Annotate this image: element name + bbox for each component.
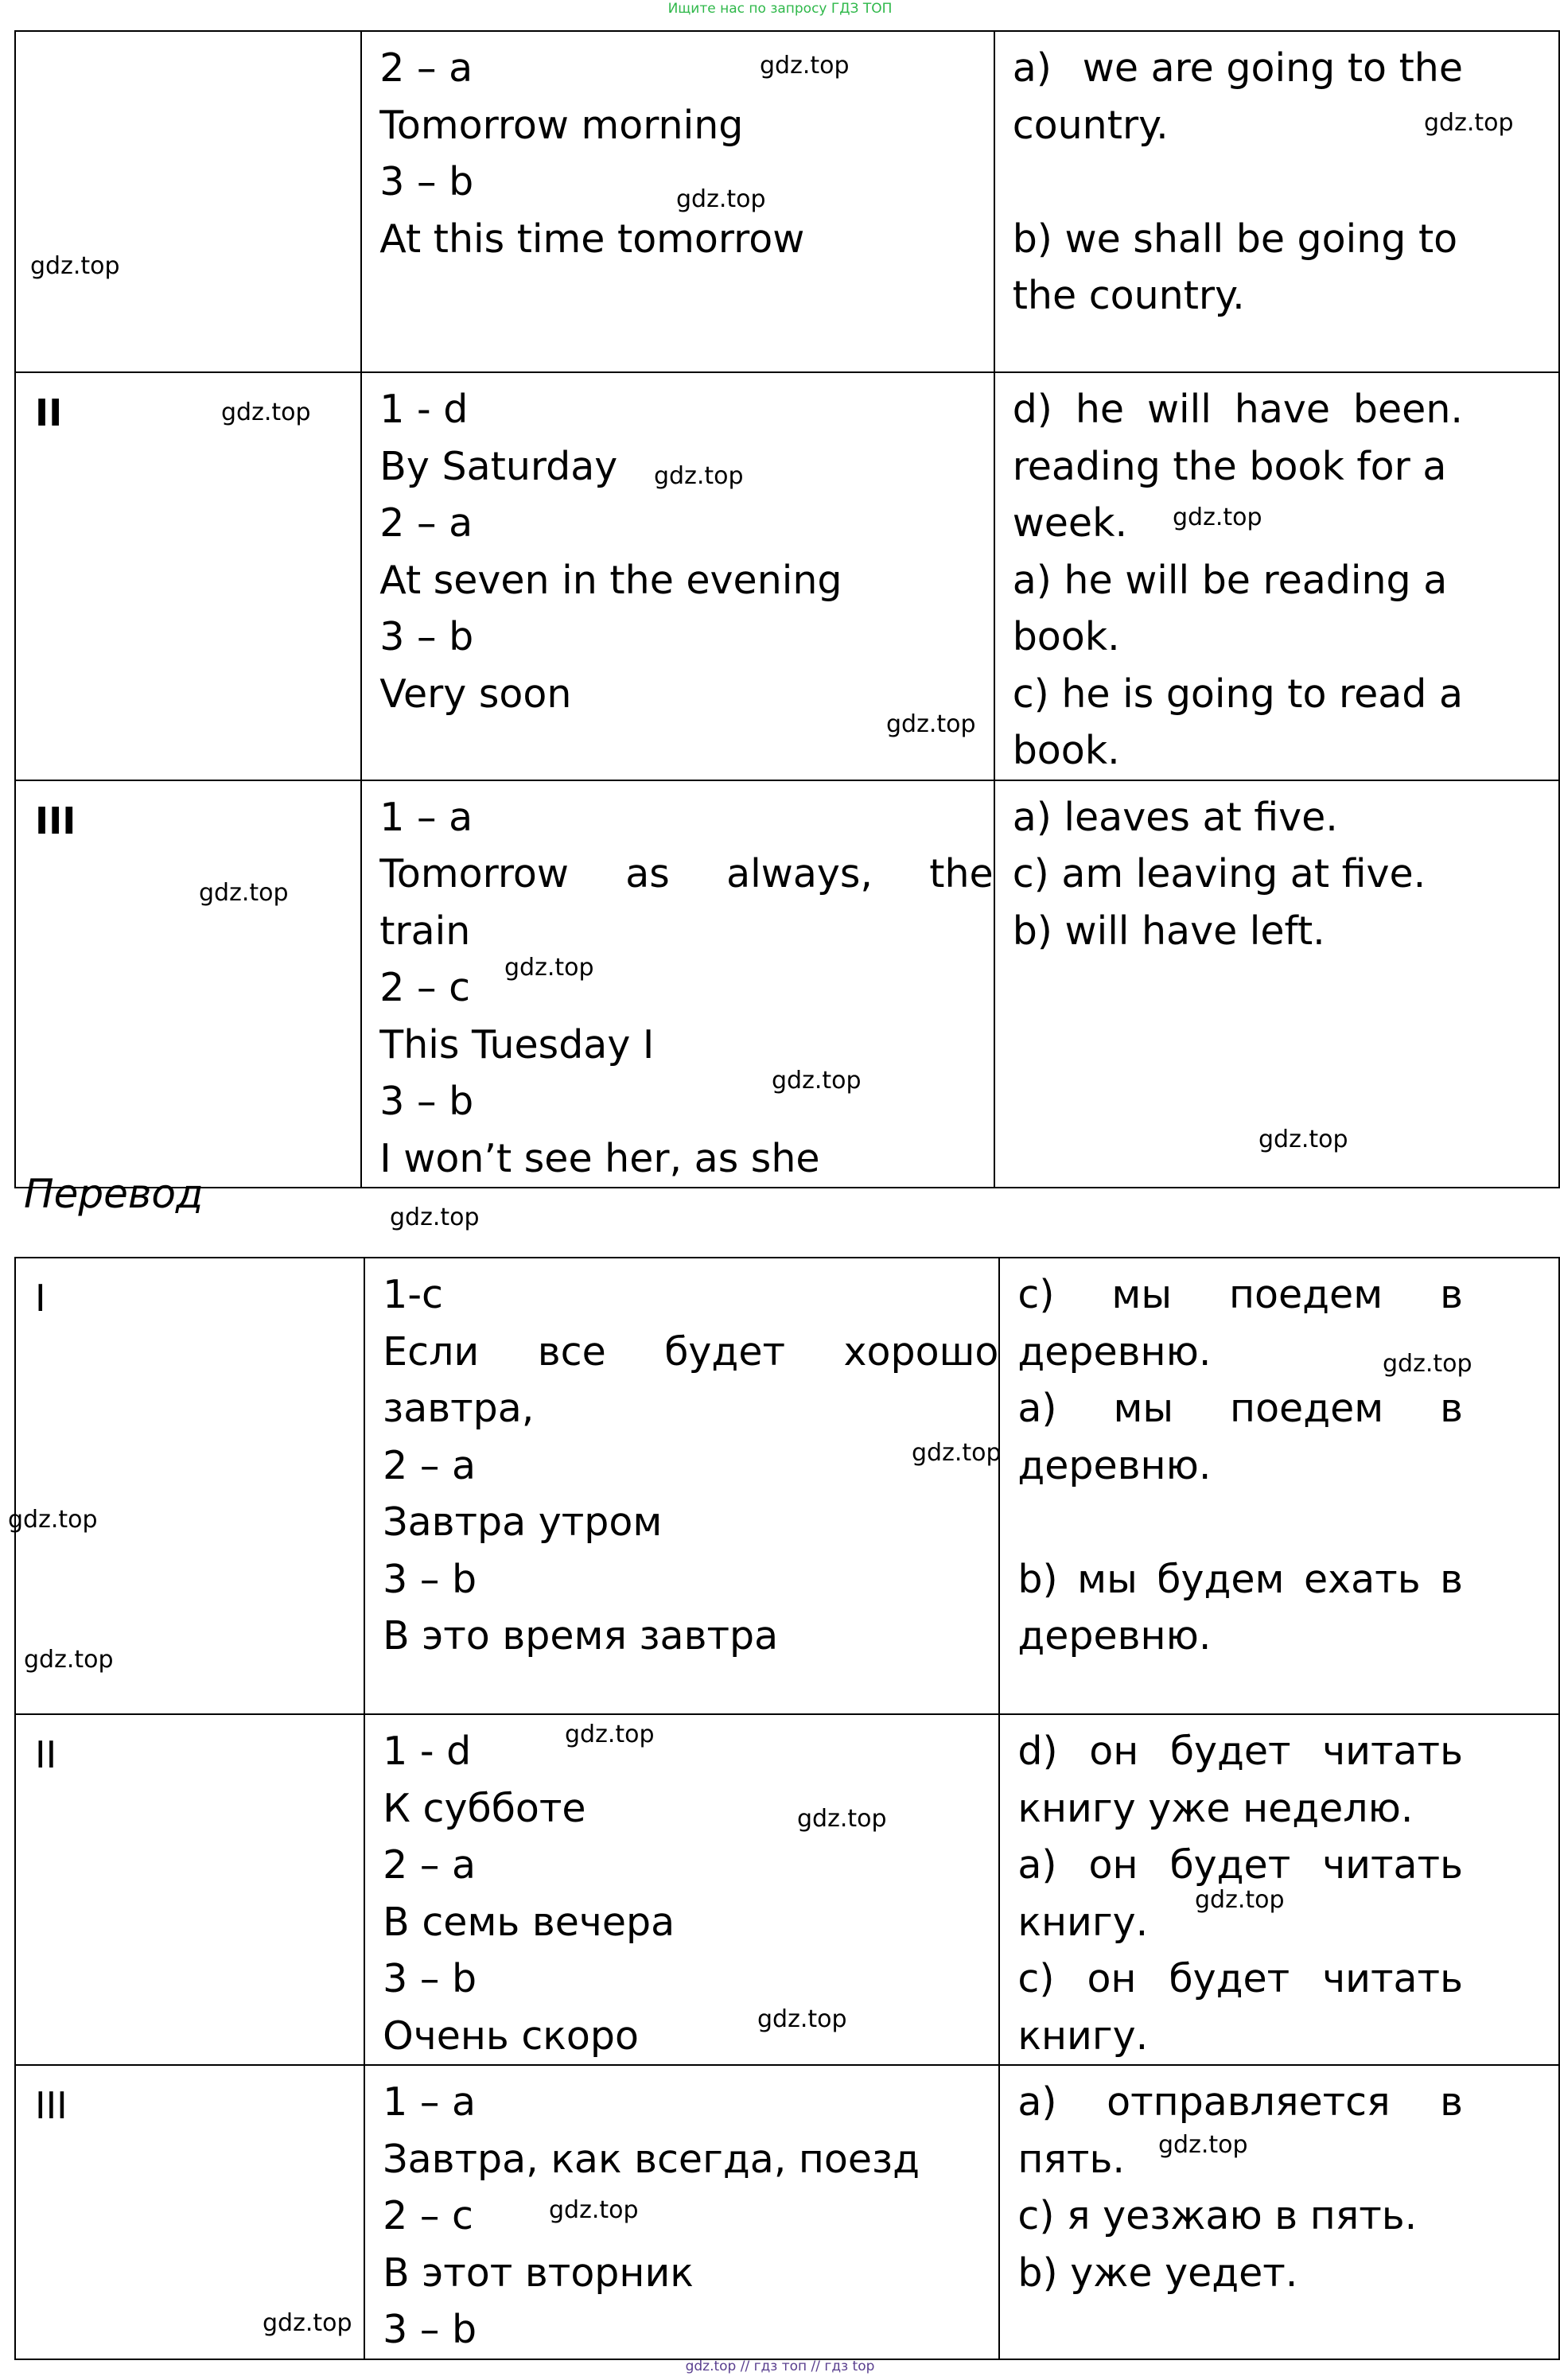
- numeral-cell: [15, 372, 361, 780]
- sentence-line: d) he will have been.: [1012, 387, 1463, 432]
- answer-line: 2 – a: [379, 500, 473, 546]
- watermark: gdz.top: [565, 1721, 655, 1748]
- answer-line: завтра,: [383, 1386, 535, 1431]
- sentence-line: a) мы поедем в: [1017, 1386, 1463, 1431]
- sentence-line: book.: [1012, 614, 1120, 659]
- sentence-line: деревню.: [1017, 1442, 1212, 1488]
- sentence-line: reading the book for a: [1012, 443, 1447, 489]
- sentence-cell: [994, 31, 1559, 372]
- answer-line: 2 – c: [379, 965, 471, 1010]
- row-numeral: [16, 32, 360, 48]
- watermark: gdz.top: [1383, 1350, 1472, 1378]
- sentence-line: b) мы будем ехать в: [1017, 1556, 1463, 1602]
- answer-line: I won’t see her, as she: [379, 1135, 820, 1181]
- watermark: gdz.top: [886, 710, 976, 738]
- sentence-line: b) will have left.: [1012, 908, 1325, 954]
- answer-line: 2 – a: [383, 1842, 477, 1888]
- answer-line: 3 – b: [379, 614, 474, 659]
- watermark: gdz.top: [912, 1439, 1002, 1467]
- answer-line: В семь вечера: [383, 1899, 675, 1945]
- answer-cell: [364, 1714, 999, 2065]
- sentence-line: a) leaves at five.: [1012, 794, 1338, 840]
- watermark: gdz.top: [760, 52, 850, 80]
- answer-line: Завтра утром: [383, 1499, 663, 1545]
- sentence-spacer: [1017, 1494, 1463, 1551]
- watermark: gdz.top: [30, 252, 120, 280]
- sentence-cell: [999, 2065, 1559, 2359]
- sentence-spacer: [1013, 154, 1463, 211]
- answer-line: В это время завтра: [383, 1613, 779, 1659]
- answer-line: By Saturday: [379, 443, 618, 489]
- sentence-line: книгу уже неделю.: [1017, 1785, 1414, 1831]
- row-numeral: II: [35, 391, 63, 434]
- table-row: [15, 31, 1559, 372]
- answer-cell: [361, 780, 994, 1188]
- answer-line: 2 – a: [383, 1442, 477, 1488]
- answer-line: Если все будет хорошо: [383, 1328, 999, 1375]
- sentence-line: a) он будет читать: [1017, 1842, 1463, 1888]
- watermark: gdz.top: [1195, 1886, 1285, 1914]
- sentence-line: c) он будет читать: [1017, 1956, 1463, 2001]
- sentence-cell: [999, 1258, 1559, 1714]
- watermark: gdz.top: [24, 1646, 114, 1674]
- sentence-line: книгу.: [1017, 2012, 1149, 2059]
- row-numeral: I: [35, 1277, 46, 1320]
- answer-line: 1 – a: [379, 794, 473, 840]
- answer-line: К субботе: [383, 1785, 586, 1831]
- table-row: [15, 1258, 1559, 1714]
- table-row: [15, 2065, 1559, 2359]
- sentence-line: c) he is going to read a: [1012, 671, 1463, 717]
- answer-line: 2 – a: [379, 45, 473, 91]
- answer-cell: [364, 2065, 999, 2359]
- row-numeral: II: [35, 1733, 57, 1776]
- sentence-cell: [994, 372, 1559, 780]
- answer-line: Very soon: [379, 671, 572, 717]
- answer-line: Завтра, как всегда, поезд: [383, 2136, 920, 2182]
- numeral-cell: [15, 31, 361, 372]
- sentence-line: a) he will be reading a: [1012, 557, 1448, 603]
- answer-line: Tomorrow as always, the: [379, 851, 994, 896]
- answer-line: 3 – b: [383, 1956, 477, 2001]
- answer-line: 1 - d: [379, 387, 469, 432]
- answer-cell: [364, 1258, 999, 1714]
- answer-line: At seven in the evening: [379, 557, 842, 603]
- sentence-line: a) we are going to the: [1012, 45, 1463, 91]
- sentence-line: the country.: [1012, 273, 1245, 318]
- sentence-line: деревню.: [1017, 1328, 1212, 1375]
- table-row: [15, 372, 1559, 780]
- answer-line: At this time tomorrow: [379, 216, 805, 262]
- sentence-line: book.: [1012, 728, 1120, 773]
- watermark: gdz.top: [1424, 109, 1514, 137]
- sentence-line: пять.: [1017, 2136, 1125, 2182]
- sentence-line: a) отправляется в: [1017, 2079, 1463, 2125]
- answer-line: 2 – c: [383, 2193, 473, 2238]
- sentence-line: country.: [1012, 102, 1169, 148]
- watermark: gdz.top: [772, 1067, 862, 1095]
- answer-line: Очень скоро: [383, 2012, 639, 2059]
- sentence-line: week.: [1012, 500, 1128, 546]
- watermark: gdz.top: [504, 954, 594, 982]
- watermark: gdz.top: [654, 462, 744, 490]
- answer-line: В этот вторник: [383, 2250, 694, 2296]
- answer-line: 3 – b: [383, 2307, 477, 2352]
- sentence-line: b) we shall be going to: [1012, 216, 1458, 262]
- watermark: gdz.top: [199, 879, 289, 907]
- answer-line: 1 - d: [383, 1729, 472, 1774]
- answer-line: 3 – b: [383, 1556, 477, 1602]
- watermark: gdz.top: [1259, 1126, 1348, 1153]
- bottom-banner: gdz.top // гдз топ // гдз top: [685, 2359, 875, 2374]
- row-numeral: III: [35, 2084, 68, 2127]
- answers-table-russian: [14, 1257, 1560, 2360]
- numeral-cell: [15, 1714, 364, 2065]
- watermark: gdz.top: [1158, 2131, 1248, 2159]
- numeral-cell: [15, 780, 361, 1188]
- row-numeral: III: [35, 799, 76, 842]
- watermark: gdz.top: [221, 399, 311, 426]
- sentence-line: b) уже уедет.: [1017, 2250, 1298, 2296]
- sentence-line: c) я уезжаю в пять.: [1017, 2193, 1418, 2238]
- sentence-line: c) мы поедем в: [1017, 1272, 1463, 1317]
- watermark: gdz.top: [390, 1204, 480, 1231]
- top-banner: Ищите нас по запросу ГДЗ ТОП: [667, 1, 893, 17]
- section-title: Перевод: [24, 1171, 204, 1217]
- sentence-line: d) он будет читать: [1017, 1729, 1463, 1774]
- watermark: gdz.top: [8, 1506, 98, 1534]
- watermark: gdz.top: [757, 2005, 847, 2033]
- watermark: gdz.top: [263, 2309, 352, 2337]
- sentence-line: c) am leaving at five.: [1012, 851, 1426, 896]
- answer-line: This Tuesday I: [379, 1021, 655, 1068]
- watermark: gdz.top: [1173, 504, 1262, 531]
- answer-line: Tomorrow morning: [379, 102, 744, 148]
- answer-line: 1-c: [383, 1272, 443, 1317]
- answers-table-english: [14, 30, 1560, 1188]
- sentence-line: книгу.: [1017, 1899, 1149, 1945]
- watermark: gdz.top: [676, 185, 766, 213]
- watermark: gdz.top: [549, 2196, 639, 2224]
- answer-line: train: [379, 908, 471, 954]
- answer-line: 3 – b: [379, 1079, 474, 1124]
- answer-line: 1 – a: [383, 2079, 477, 2125]
- sentence-line: деревню.: [1017, 1613, 1212, 1659]
- answer-line: 3 – b: [379, 159, 474, 204]
- watermark: gdz.top: [797, 1805, 887, 1833]
